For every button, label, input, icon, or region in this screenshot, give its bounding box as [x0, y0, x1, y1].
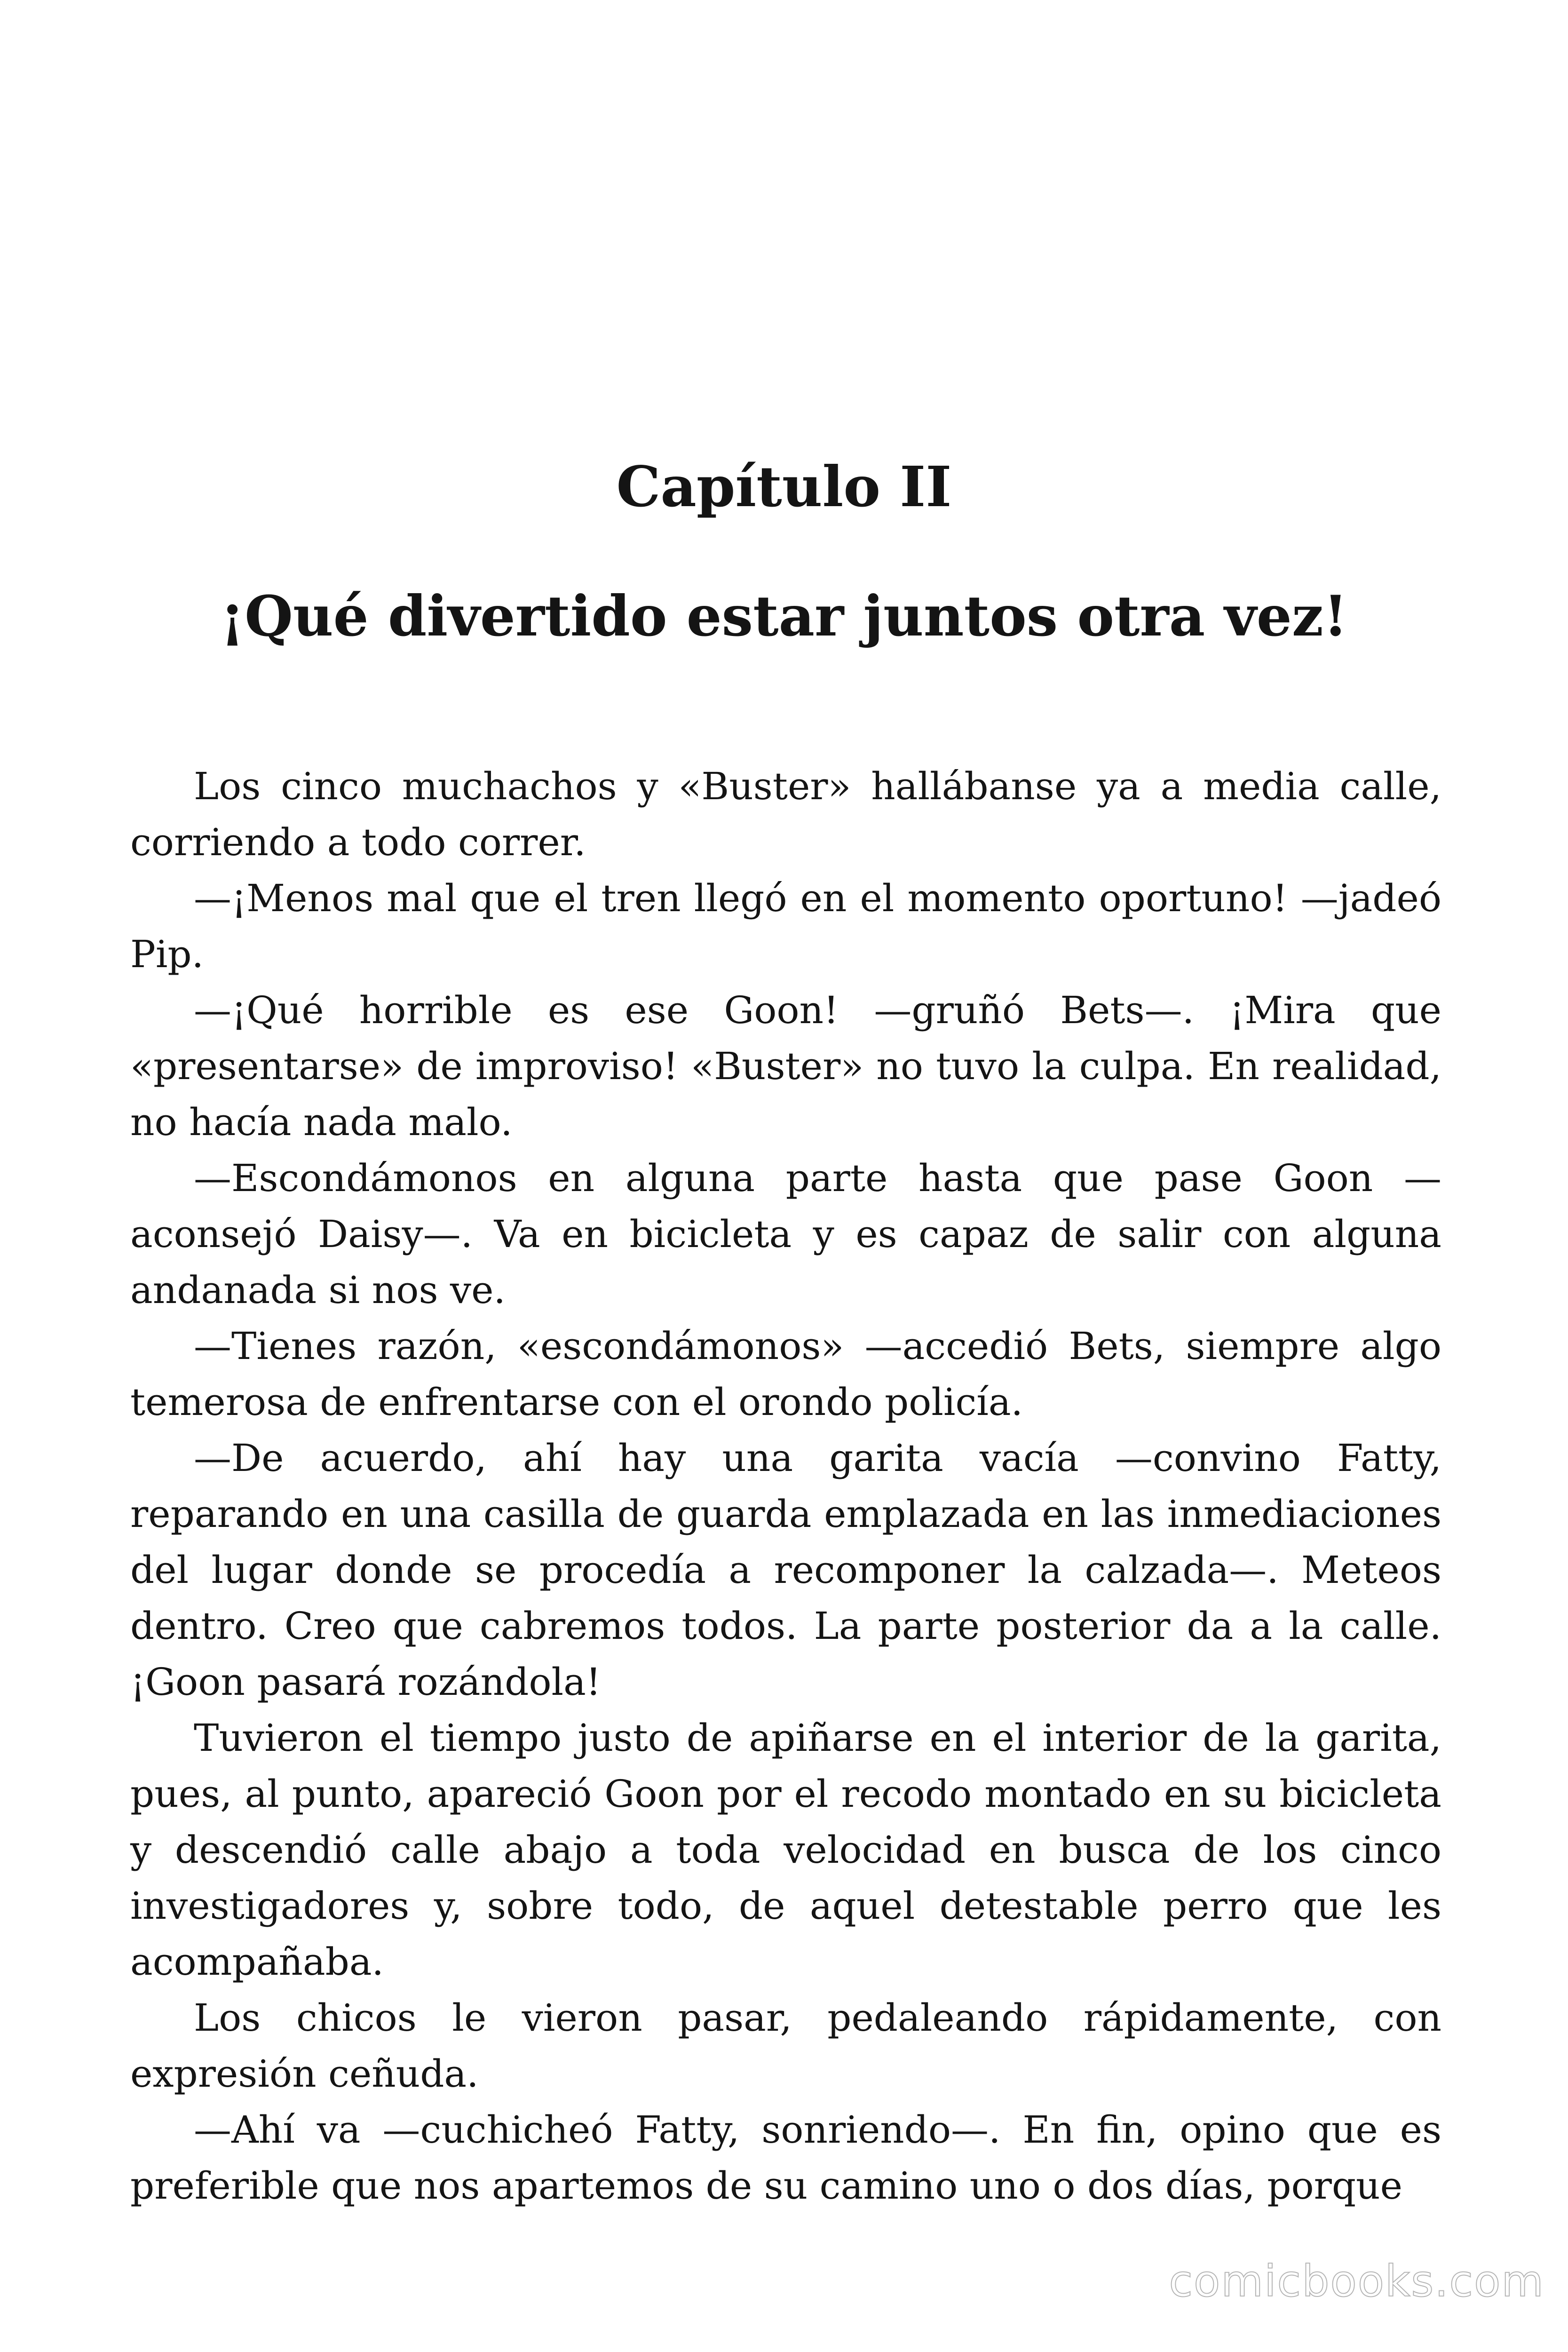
paragraph: Tuvieron el tiempo justo de apiñarse en el interior de la garita, pues, al punto, apareció Goon por el recodo montado en su bicicleta y descendió calle abajo a toda velocidad en busca de los cinco investigadores y, sobre todo, de aquel detestable perro que les acompañaba.: [130, 1716, 1441, 1984]
paragraph: Los chicos le vieron pasar, pedaleando rápidamente, con expresión ceñuda.: [130, 1996, 1441, 2096]
chapter-body: [130, 758, 1441, 2214]
paragraph: —Escondámonos en alguna parte hasta que pase Goon —aconsejó Daisy—. Va en bicicleta y es capaz de salir con alguna andanada si nos ve.: [130, 1156, 1441, 1312]
watermark: comicbooks.com: [1169, 2256, 1544, 2306]
paragraph: Los cinco muchachos y «Buster» hallábanse ya a media calle, corriendo a todo correr.: [130, 764, 1441, 864]
chapter-number: Capítulo II: [616, 454, 952, 519]
paragraph: —¡Menos mal que el tren llegó en el momento oportuno! —jadeó Pip.: [130, 876, 1441, 976]
paragraph: —Ahí va —cuchicheó Fatty, sonriendo—. En fin, opino que es preferible que nos apartemos de su camino uno o dos días, porque: [130, 2108, 1441, 2208]
paragraph: —De acuerdo, ahí hay una garita vacía —convino Fatty, reparando en una casilla de guarda emplazada en las inmediaciones del lugar donde se procedía a recomponer la calzada—. Meteos dentro. Creo que cabremos todos. La parte posterior da a la calle. ¡Goon pasará rozándola!: [130, 1436, 1441, 1704]
paragraph: —¡Qué horrible es ese Goon! —gruñó Bets—. ¡Mira que «presentarse» de improviso! «Buster» no tuvo la culpa. En realidad, no hacía nada malo.: [130, 988, 1441, 1144]
paragraph: —Tienes razón, «escondámonos» —accedió Bets, siempre algo temerosa de enfrentarse con el orondo policía.: [130, 1324, 1441, 1424]
chapter-title: ¡Qué divertido estar juntos otra vez!: [220, 583, 1348, 649]
